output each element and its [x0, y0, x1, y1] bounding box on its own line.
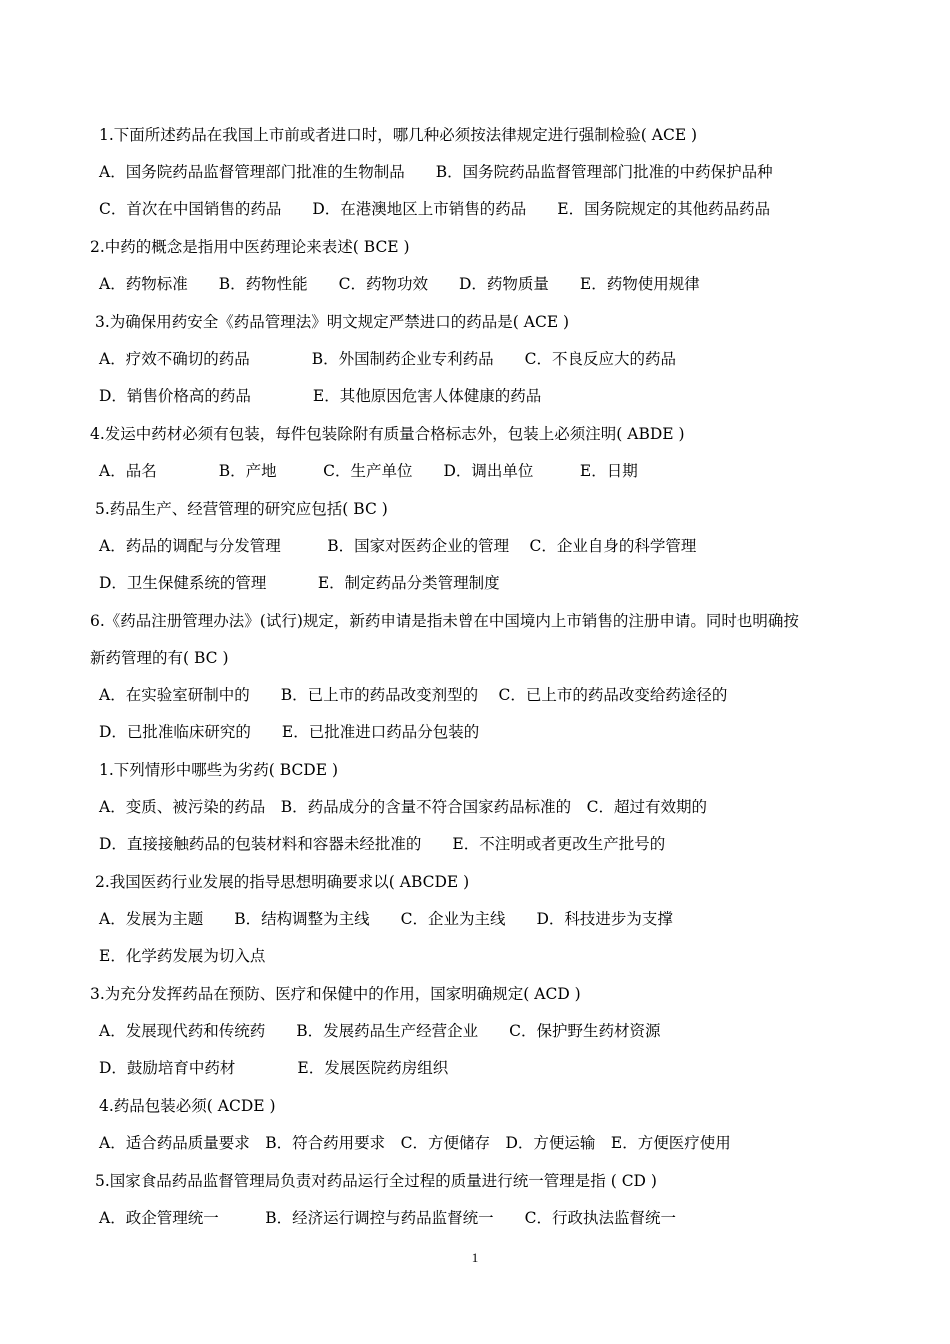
options-2-2-row-2: E．化学药发展为切入点	[99, 947, 266, 965]
options-2-1-row-1: A．变质、被污染的药品 B．药品成分的含量不符合国家药品标准的 C．超过有效期的	[99, 798, 707, 816]
question-2-1: 1.下列情形中哪些为劣药( BCDE )	[99, 761, 339, 779]
options-1-3-row-1: A．疗效不确切的药品 B．外国制药企业专利药品 C．不良反应大的药品	[99, 350, 676, 368]
options-1-5-row-2: D．卫生保健系统的管理 E．制定药品分类管理制度	[99, 574, 500, 592]
options-1-3-row-2: D．销售价格高的药品 E．其他原因危害人体健康的药品	[99, 387, 542, 405]
question-1-5: 5.药品生产、经营管理的研究应包括( BC )	[95, 500, 388, 518]
options-2-4: A．适合药品质量要求 B．符合药用要求 C．方便储存 D．方便运输 E．方便医疗使用	[99, 1134, 731, 1152]
question-2-2: 2.我国医药行业发展的指导思想明确要求以( ABCDE )	[95, 873, 470, 891]
options-1-6-row-1: A．在实验室研制中的 B．已上市的药品改变剂型的 C．已上市的药品改变给药途径的	[99, 686, 728, 704]
options-2-3-row-2: D．鼓励培育中药材 E．发展医院药房组织	[99, 1059, 449, 1077]
options-1-4: A．品名 B．产地 C．生产单位 D．调出单位 E．日期	[99, 462, 638, 480]
options-1-1-row-1: A．国务院药品监督管理部门批准的生物制品 B．国务院药品监督管理部门批准的中药保护品种	[99, 163, 773, 181]
options-1-5-row-1: A．药品的调配与分发管理 B．国家对医药企业的管理 C．企业自身的科学管理	[99, 537, 697, 555]
question-2-5: 5.国家食品药品监督管理局负责对药品运行全过程的质量进行统一管理是指 ( CD )	[95, 1172, 657, 1190]
question-2-3: 3.为充分发挥药品在预防、医疗和保健中的作用，国家明确规定( ACD )	[90, 985, 581, 1003]
options-2-1-row-2: D．直接接触药品的包装材料和容器未经批准的 E．不注明或者更改生产批号的	[99, 835, 666, 853]
page-number: 1	[471, 1250, 479, 1265]
question-1-4: 4.发运中药材必须有包装，每件包装除附有质量合格标志外，包装上必须注明( ABDE )	[90, 425, 685, 443]
options-1-1-row-2: C．首次在中国销售的药品 D．在港澳地区上市销售的药品 E．国务院规定的其他药品药品	[99, 200, 771, 218]
question-1-3: 3.为确保用药安全《药品管理法》明文规定严禁进口的药品是( ACE )	[95, 313, 570, 331]
question-1-6: 6.《药品注册管理办法》(试行)规定，新药申请是指未曾在中国境内上市销售的注册申请。同时也明确按	[90, 612, 799, 630]
options-2-3-row-1: A．发展现代药和传统药 B．发展药品生产经营企业 C．保护野生药材资源	[99, 1022, 661, 1040]
question-1-6-continued: 新药管理的有( BC )	[90, 649, 229, 667]
options-2-5: A．政企管理统一 B．经济运行调控与药品监督统一 C．行政执法监督统一	[99, 1209, 676, 1227]
question-1-2: 2.中药的概念是指用中医药理论来表述( BCE )	[90, 238, 410, 256]
options-2-2-row-1: A．发展为主题 B．结构调整为主线 C．企业为主线 D．科技进步为支撑	[99, 910, 673, 928]
options-1-2: A．药物标准 B．药物性能 C．药物功效 D．药物质量 E．药物使用规律	[99, 275, 700, 293]
question-2-4: 4.药品包装必须( ACDE )	[99, 1097, 276, 1115]
options-1-6-row-2: D．已批准临床研究的 E．已批准进口药品分包装的	[99, 723, 480, 741]
question-1-1: 1.下面所述药品在我国上市前或者进口时，哪几种必须按法律规定进行强制检验( ACE )	[99, 126, 698, 144]
